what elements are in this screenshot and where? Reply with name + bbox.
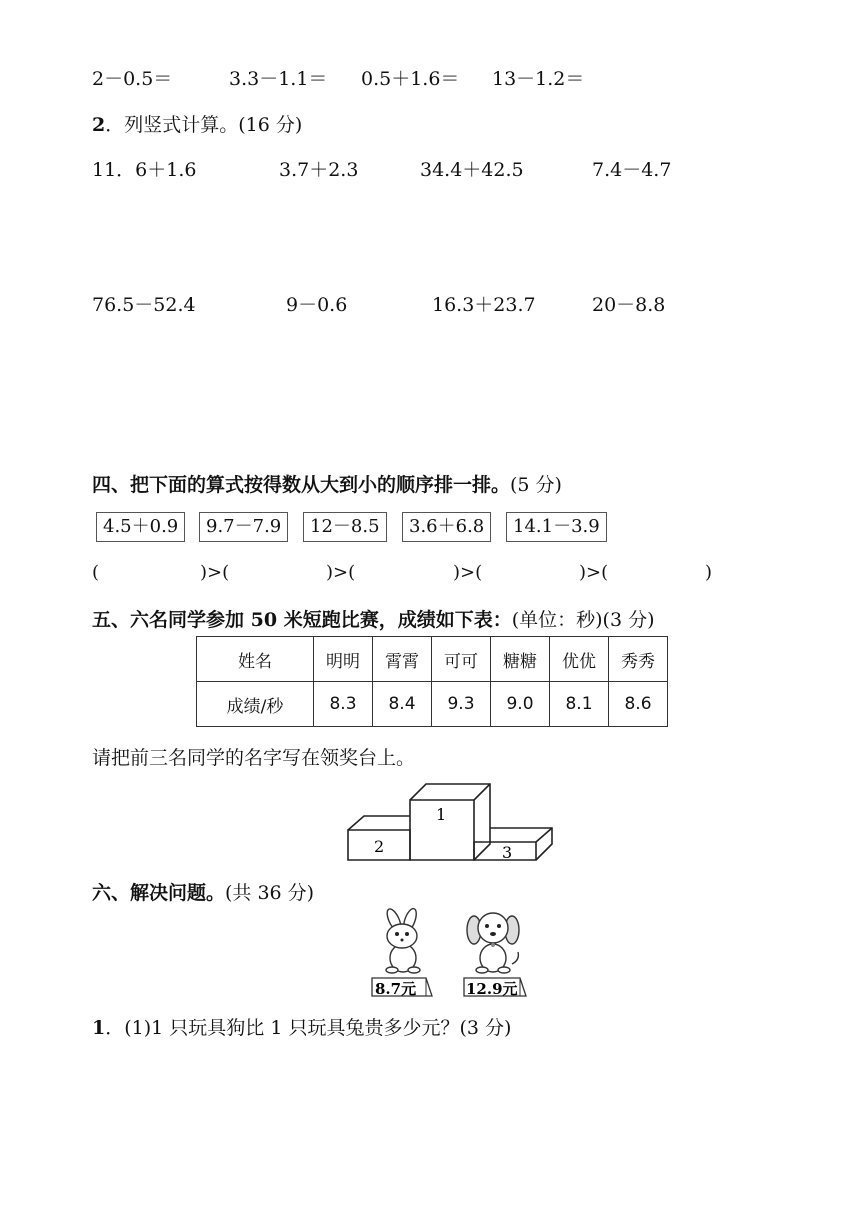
vertical-calc-7: 16.3＋23.7 [432, 294, 536, 316]
expression-box: 12－8.5 [303, 512, 387, 542]
question-2-heading: 2．列竖式计算。(16 分) [92, 114, 303, 136]
table-header-cell: 可可 [432, 637, 491, 682]
vertical-calc-3: 34.4＋42.5 [420, 159, 524, 181]
table-cell: 8.4 [373, 682, 432, 727]
section-5-heading: 五、六名同学参加 50 米短跑比赛，成绩如下表：(单位：秒)(3 分) [92, 609, 655, 631]
table-header-cell: 优优 [550, 637, 609, 682]
equation-2: 3.3－1.1＝ [229, 68, 328, 90]
equation-3: 0.5＋1.6＝ [361, 68, 460, 90]
answer-blank-open: ( [92, 562, 100, 583]
dog-price-tag [462, 972, 530, 1002]
expression-box: 9.7－7.9 [199, 512, 288, 542]
equation-1: 2－0.5＝ [92, 68, 173, 90]
vertical-calc-1: 11．6＋1.6 [92, 159, 197, 181]
expression-box: 4.5＋0.9 [96, 512, 185, 542]
equation-4: 13－1.2＝ [492, 68, 585, 90]
table-row [197, 682, 668, 727]
table-cell: 8.1 [550, 682, 609, 727]
table-header-cell: 糖糖 [491, 637, 550, 682]
answer-blank-separator: )>( [453, 562, 483, 583]
table-header-cell: 明明 [314, 637, 373, 682]
table-cell: 9.3 [432, 682, 491, 727]
rabbit-price-tag [370, 972, 434, 1002]
rabbit-price: 8.7元 [375, 980, 417, 998]
table-row [197, 637, 668, 682]
table-cell: 成绩/秒 [197, 682, 314, 727]
toy-rabbit-illustration [372, 906, 434, 974]
question-6-1: 1．(1)1 只玩具狗比 1 只玩具兔贵多少元？(3 分) [92, 1017, 512, 1039]
expression-box: 14.1－3.9 [506, 512, 607, 542]
table-cell: 8.6 [609, 682, 668, 727]
table-header-cell: 霄霄 [373, 637, 432, 682]
podium-label-2: 2 [374, 837, 385, 856]
vertical-calc-8: 20－8.8 [592, 294, 666, 316]
vertical-calc-6: 9－0.6 [286, 294, 348, 316]
score-table [196, 636, 668, 727]
section-6-heading: 六、解决问题。(共 36 分) [92, 882, 315, 904]
toy-dog-illustration [462, 906, 524, 974]
expression-box: 3.6＋6.8 [402, 512, 491, 542]
vertical-calc-4: 7.4－4.7 [592, 159, 672, 181]
dog-price: 12.9元 [466, 980, 518, 998]
answer-blank-separator: )>( [579, 562, 609, 583]
podium-illustration [344, 778, 560, 864]
podium-label-1: 1 [436, 805, 447, 824]
table-header-cell: 姓名 [197, 637, 314, 682]
table-header-cell: 秀秀 [609, 637, 668, 682]
section-4-heading: 四、把下面的算式按得数从大到小的顺序排一排。(5 分) [92, 474, 562, 496]
table-cell: 9.0 [491, 682, 550, 727]
podium-label-3: 3 [502, 843, 513, 862]
vertical-calc-2: 3.7＋2.3 [279, 159, 359, 181]
answer-blank-close: ) [705, 562, 713, 583]
answer-blank-separator: )>( [200, 562, 230, 583]
vertical-calc-5: 76.5－52.4 [92, 294, 196, 316]
podium-instruction: 请把前三名同学的名字写在领奖台上。 [92, 747, 416, 769]
answer-blank-separator: )>( [326, 562, 356, 583]
table-cell: 8.3 [314, 682, 373, 727]
